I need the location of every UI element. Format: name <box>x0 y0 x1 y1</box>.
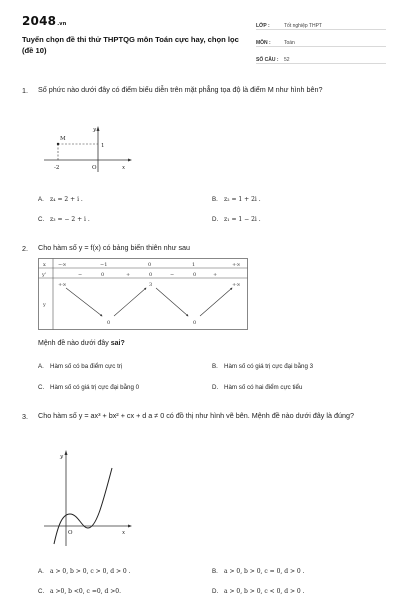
y-value: 3 <box>149 282 153 288</box>
option-d[interactable] <box>212 216 261 223</box>
option-c[interactable] <box>38 384 139 391</box>
variation-table <box>38 258 248 330</box>
option-letter: B. <box>212 196 218 203</box>
meta-value: Toán <box>284 40 295 46</box>
dy-sign: 0 <box>101 272 105 278</box>
option-letter: A. <box>38 568 44 575</box>
y-axis-arrow <box>65 450 68 455</box>
dy-sign: + <box>126 272 131 278</box>
arrow-increase <box>114 288 146 316</box>
option-text: z₃ = − 2 + i . <box>50 216 90 223</box>
label-origin: O <box>92 165 97 171</box>
option-a[interactable] <box>38 196 83 203</box>
option-text: Hàm số có giá trị cực đại bằng 3 <box>224 363 314 370</box>
option-c[interactable] <box>38 216 90 223</box>
meta-box <box>256 16 386 67</box>
page <box>10 6 392 596</box>
meta-key: LỚP : <box>256 23 270 29</box>
option-letter: D. <box>212 216 219 223</box>
y-value: 0 <box>193 320 197 326</box>
option-letter: B. <box>212 568 218 575</box>
x-axis-arrow <box>128 525 132 528</box>
cubic-curve <box>54 468 112 544</box>
dy-sign: − <box>170 272 175 278</box>
table-border <box>39 259 248 330</box>
option-a[interactable] <box>38 363 122 370</box>
option-letter: D. <box>212 588 219 595</box>
dy-sign: − <box>78 272 83 278</box>
option-text: z₁ = 1 − 2i . <box>224 216 261 223</box>
site-logo[interactable]: 2048.vn <box>22 14 67 28</box>
meta-row-class <box>256 16 386 30</box>
option-text: Hàm số có hai điểm cực tiểu <box>224 384 303 391</box>
meta-value: 52 <box>284 57 290 63</box>
document-title: Tuyển chọn đề thi thử THPTQG môn Toán cực hay, chọn lọc (đề 10) <box>22 35 239 55</box>
x-value: −1 <box>100 262 108 268</box>
option-a[interactable] <box>38 568 131 575</box>
question-number: 1. <box>22 86 28 95</box>
label-y: y <box>93 127 97 133</box>
dy-sign: 0 <box>149 272 153 278</box>
option-text: z₄ = 2 + i . <box>50 196 83 203</box>
option-b[interactable] <box>212 568 305 575</box>
option-c[interactable] <box>38 588 121 595</box>
meta-key: SỐ CÂU : <box>256 57 279 63</box>
y-value: +∞ <box>58 282 67 288</box>
label-x: x <box>122 530 126 536</box>
option-letter: A. <box>38 363 44 370</box>
x-value: +∞ <box>232 262 241 268</box>
meta-row-count <box>256 50 386 64</box>
complex-plane-figure <box>40 124 140 176</box>
question-text: Cho hàm số y = ax³ + bx² + cx + d a ≠ 0 có đồ thị như hình vẽ bên. Mệnh đề nào dưới đây là đúng? <box>38 411 354 420</box>
row-label-y: y <box>43 302 46 308</box>
option-text: Hàm số có ba điểm cực trị <box>50 363 123 370</box>
row-label-dy: y' <box>42 272 47 278</box>
y-value: +∞ <box>232 282 241 288</box>
x-value: 0 <box>148 262 152 268</box>
option-text: z₂ = 1 + 2i . <box>224 196 261 203</box>
prompt-emphasis: sai? <box>110 340 125 347</box>
dy-sign: 0 <box>193 272 197 278</box>
y-value: 0 <box>107 320 111 326</box>
label-minus-two: -2 <box>54 165 60 171</box>
arrow-increase <box>200 288 232 316</box>
point-m <box>57 143 59 145</box>
option-text: a > 0, b > 0, c > 0, d > 0 . <box>50 568 131 575</box>
option-letter: A. <box>38 196 44 203</box>
option-d[interactable] <box>212 384 302 391</box>
option-b[interactable] <box>212 363 313 370</box>
label-y: y <box>60 454 64 460</box>
option-d[interactable] <box>212 588 305 595</box>
row-label-x: x <box>43 262 46 268</box>
y-axis-arrow <box>97 126 100 131</box>
question-text: Số phức nào dưới đây có điểm biểu diễn trên mặt phẳng tọa độ là điểm M như hình bên? <box>38 85 323 94</box>
meta-key: MÔN : <box>256 40 271 46</box>
option-letter: B. <box>212 363 218 370</box>
label-m: M <box>60 136 66 142</box>
dy-sign: + <box>213 272 218 278</box>
option-text: a > 0, b > 0, c < 0, d > 0 . <box>224 588 305 595</box>
question-number: 3. <box>22 412 28 421</box>
x-value: 1 <box>192 262 196 268</box>
label-origin: O <box>68 530 73 536</box>
option-text: a >0, b <0, c =0, d >0. <box>50 588 121 595</box>
meta-value: Tốt nghiệp THPT <box>284 23 322 29</box>
question-number: 2. <box>22 244 28 253</box>
option-b[interactable] <box>212 196 261 203</box>
option-letter: C. <box>38 384 45 391</box>
option-text: a > 0, b > 0, c = 0, d > 0 . <box>224 568 305 575</box>
option-letter: C. <box>38 588 45 595</box>
option-letter: D. <box>212 384 219 391</box>
label-x: x <box>122 165 126 171</box>
arrow-decrease <box>66 288 102 316</box>
arrow-decrease <box>156 288 188 316</box>
option-text: Hàm số có giá trị cực đại bằng 0 <box>50 384 140 391</box>
meta-row-subject <box>256 33 386 47</box>
option-letter: C. <box>38 216 45 223</box>
cubic-graph-figure <box>40 446 136 552</box>
question-text: Cho hàm số y = f(x) có bảng biến thiên như sau <box>38 243 191 252</box>
label-one: 1 <box>101 143 105 149</box>
x-axis-arrow <box>128 159 132 162</box>
x-value: −∞ <box>58 262 67 268</box>
question-prompt: Mệnh đề nào dưới đây sai? <box>38 340 125 347</box>
